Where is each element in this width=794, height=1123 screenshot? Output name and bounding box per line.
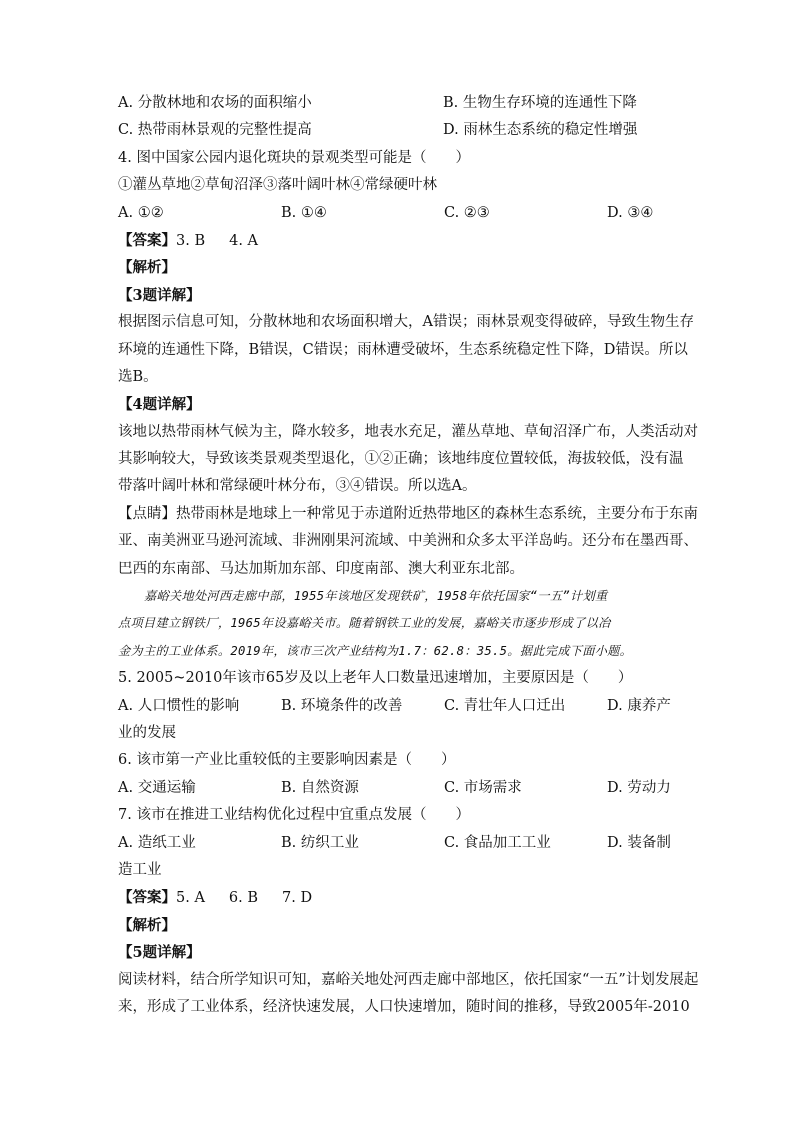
q4-option-b: B. ①④ <box>281 204 327 221</box>
tip-line-1: 【点睛】热带雨林是地球上一种常见于赤道附近热带地区的森林生态系统，主要分布于东南 <box>118 505 698 522</box>
q4-detail-heading: 【4题详解】 <box>118 396 201 414</box>
q3-detail-heading: 【3题详解】 <box>118 286 201 304</box>
q6-option-a: A. 交通运输 <box>118 779 196 796</box>
q3-detail-line-2: 环境的连通性下降，B错误，C错误；雨林遭受破坏，生态系统稳定性下降，D错误。所以 <box>118 341 688 358</box>
q3-options-row-1 <box>118 90 678 117</box>
material-line-2: 点项目建立钢铁厂，1965年设嘉峪关市。随着钢铁工业的发展，嘉峪关市逐步形成了以冶 <box>118 616 611 631</box>
document-content <box>118 90 699 1021</box>
q4-items: ①灌丛草地②草甸沼泽③落叶阔叶林④常绿硬叶林 <box>118 177 437 194</box>
tip-line-3: 巴西的东南部、马达加斯加东部、印度南部、澳大利亚东北部。 <box>118 560 524 577</box>
q6-options <box>118 775 678 802</box>
analysis-heading-1: 【解析】 <box>118 259 176 277</box>
answer-4: 4. A <box>229 232 259 249</box>
q6-stem: 6. 该市第一产业比重较低的主要影响因素是（ ） <box>118 752 456 769</box>
q5-options <box>118 693 678 720</box>
answer-6: 6. B <box>228 890 259 907</box>
q5-stem: 5. 2005~2010年该市65岁及以上老年人口数量迅速增加，主要原因是（ ） <box>118 670 633 687</box>
tip-line-2: 亚、南美洲亚马逊河流域、非洲刚果河流域、中美洲和众多太平洋岛屿。还分布在墨西哥、 <box>118 533 698 550</box>
q5-option-b: B. 环境条件的改善 <box>281 697 403 714</box>
q4-detail-line-2: 其影响较大，导致该类景观类型退化，①②正确；该地纬度位置较低，海拔较低，没有温 <box>118 451 684 468</box>
answer-7: 7. D <box>282 890 313 907</box>
q6-option-c: C. 市场需求 <box>444 779 522 796</box>
q3-option-d: D. 雨林生态系统的稳定性增强 <box>443 122 638 139</box>
q6-option-d: D. 劳动力 <box>607 779 671 796</box>
q3-option-b: B. 生物生存环境的连通性下降 <box>443 95 637 111</box>
q4-detail-line-3: 带落叶阔叶林和常绿硬叶林分布，③④错误。所以选A。 <box>118 478 477 495</box>
q3-detail-line-1: 根据图示信息可知，分散林地和农场面积增大，A错误；雨林景观变得破碎，导致生物生存 <box>118 314 694 331</box>
q3-option-a: A. 分散林地和农场的面积缩小 <box>118 95 312 111</box>
q7-option-c: C. 食品加工工业 <box>444 834 551 851</box>
q5-option-a: A. 人口惯性的影响 <box>118 697 240 714</box>
answer-3: 3. B <box>176 232 206 249</box>
answer-5-7 <box>118 884 678 911</box>
analysis-heading-2: 【解析】 <box>118 916 176 934</box>
q7-option-a: A. 造纸工业 <box>118 834 196 851</box>
q7-stem: 7. 该市在推进工业结构优化过程中宜重点发展（ ） <box>118 807 470 824</box>
q5-detail-line-2: 来，形成了工业体系，经济快速发展，人口快速增加，随时间的推移，导致2005年-2010 <box>118 998 690 1015</box>
q7-options <box>118 830 678 857</box>
answer-label-2: 【答案】 <box>118 889 176 907</box>
q7-option-d-wrap: 造工业 <box>118 861 162 878</box>
q7-option-d: D. 装备制 <box>607 834 671 851</box>
answer-label: 【答案】 <box>118 231 176 249</box>
q6-option-b: B. 自然资源 <box>281 779 359 796</box>
q5-detail-line-1: 阅读材料，结合所学知识可知，嘉峪关地处河西走廊中部地区，依托国家“一五”计划发展起 <box>118 971 699 988</box>
q4-options <box>118 200 678 227</box>
q4-option-a: A. ①② <box>118 204 164 221</box>
q3-detail-line-3: 选B。 <box>118 368 158 385</box>
answer-3-4 <box>118 227 678 254</box>
q7-option-b: B. 纺织工业 <box>281 834 359 851</box>
q5-option-d: D. 康养产 <box>607 697 671 714</box>
q4-option-d: D. ③④ <box>607 204 654 221</box>
q4-option-c: C. ②③ <box>444 204 490 221</box>
answer-5: 5. A <box>176 890 205 907</box>
material-line-1: 嘉峪关地处河西走廊中部，1955年该地区发现铁矿，1958年依托国家“一五”计划重 <box>144 589 608 604</box>
q5-option-d-wrap: 业的发展 <box>118 724 176 741</box>
q4-stem: 4. 图中国家公园内退化斑块的景观类型可能是（ ） <box>118 149 470 166</box>
q5-option-c: C. 青壮年人口迁出 <box>444 697 566 714</box>
q4-detail-line-1: 该地以热带雨林气候为主，降水较多，地表水充足，灌丛草地、草甸沼泽广布，人类活动对 <box>118 423 698 440</box>
material-line-3: 金为主的工业体系。2019年，该市三次产业结构为1.7：62.8：35.5。据此完成下面小题。 <box>118 643 633 658</box>
q5-detail-heading: 【5题详解】 <box>118 944 201 962</box>
q3-option-c: C. 热带雨林景观的完整性提高 <box>118 122 312 139</box>
q3-options-row-2 <box>118 117 678 144</box>
